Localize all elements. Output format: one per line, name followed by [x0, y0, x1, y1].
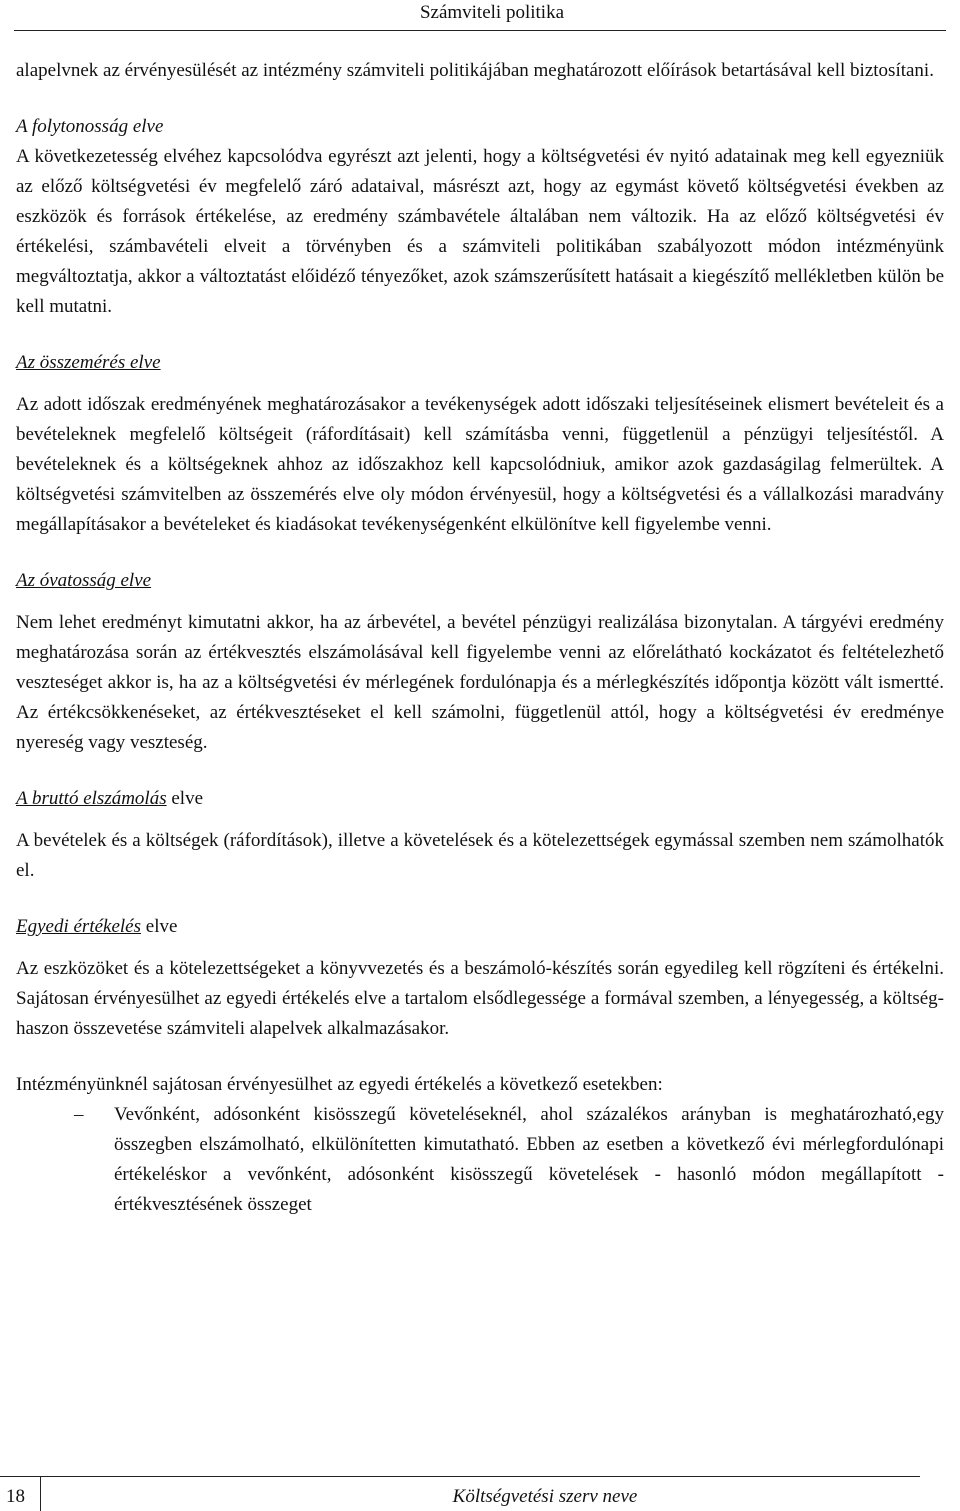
section-heading-brutto-rest: elve: [166, 788, 204, 809]
page-header-title: Számviteli politika: [419, 2, 564, 23]
list-item: [16, 1100, 944, 1220]
section-paragraph-egyedi: Az eszközöket és a kötelezettségeket a könyvvezetés és a beszámoló-készítés során egyedileg kell rögzíteni és értékelni. Sajátosan érvényesülhet az egyedi értékelés elve a tartalom elsődlegessége a formával szemben, a lényegesség, a költség-haszon összevetése számviteli alapelvek alkalmazásakor.: [16, 958, 944, 1039]
footer-title: Költségvetési szerv neve: [452, 1486, 638, 1507]
intro-paragraph: alapelvnek az érvényesülését az intézmény számviteli politikájában meghatározott előírások betartásával kell biztosítani.: [16, 60, 934, 81]
header-divider: [14, 30, 946, 31]
section-heading-egyedi: [16, 912, 944, 942]
section-paragraph-ovatossag: Nem lehet eredményt kimutatni akkor, ha az árbevétel, a bevétel pénzügyi realizálása bizonytalan. A tárgyévi eredmény meghatározása során az értékvesztés elszámolásával kell figyelembe venni az előrelátható kockázatot és feltételezhető veszteséget akkor is, ha az a költségvetési év mérlegének fordulónapja és a mérlegkészítés időpontja között vált ismertté. Az értékcsökkenéseket, az értékvesztéseket el kell számolni, függetlenül attól, hogy a költségvetési év eredménye nyereség vagy veszteség.: [16, 612, 944, 753]
page-number: 18: [6, 1486, 25, 1507]
section-heading-folytonossag: A folytonosság elve: [16, 116, 164, 137]
section-heading-brutto-italic: A bruttó elszámolás: [16, 788, 167, 809]
section-heading-ovatossag: Az óvatosság elve: [16, 570, 152, 591]
footer-divider: [20, 1476, 920, 1477]
section-paragraph-osszemeres: Az adott időszak eredményének meghatározásakor a tevékenységek adott időszaki teljesítéseinek elismert bevételeit és a bevételeknek megfelelő költségeit (ráfordításait) kell számításba venni, függetlenül a pénzügyi teljesítéstől. A bevételeknek és a költségeknek ahhoz az időszakhoz kell kapcsolódniuk, amikor azok gazdaságilag felmerültek. A költségvetési számvitelben az összemérés elve oly módon érvényesül, hogy a költségvetési és a vállalkozási maradvány megállapításakor a bevételeket és kiadásokat tevékenységenként elkülönítve kell figyelembe venni.: [16, 394, 944, 535]
section-paragraph-folytonossag: A következetesség elvéhez kapcsolódva egyrészt azt jelenti, hogy a költségvetési év nyitó adatainak meg kell egyezniük az előző költségvetési év megfelelő záró adataival, másrészt azt, hogy az egymást követő költségvetési években az eszközök és források értékelése, az eredmény számbavétele általában nem változik. Ha az előző költségvetési év értékelési, számbavételi elveit a törvényben és a számviteli politikában szabályozott módon intézményünk megváltoztatja, akkor a változtatást előidéző tényezőket, azok számszerűsített hatásait a kiegészítő mellékletben külön be kell mutatni.: [16, 146, 944, 317]
section-heading-egyedi-rest: elve: [141, 916, 178, 937]
dash-bullet: –: [74, 1104, 84, 1125]
closing-lead: Intézményünknél sajátosan érvényesülhet az egyedi értékelés a következő esetekben:: [16, 1074, 663, 1095]
section-paragraph-brutto: A bevételek és a költségek (ráfordítások), illetve a követelések és a kötelezettségek egymással szemben nem számolhatók el.: [16, 830, 944, 881]
section-heading-osszemeres: Az összemérés elve: [16, 352, 161, 373]
document-body: [16, 56, 944, 1220]
list-item-text: Vevőnként, adósonként kisösszegű követeléseknél, ahol százalékos arányban is meghatározható,egy összegben elszámolható, elkülönítetten kimutatható. Ebben az esetben a következő évi mérlegfordulónapi értékeléskor a vevőnként, adósonként kisösszegű követelések - hasonló módon megállapított - értékvesztésének összeget: [114, 1104, 944, 1215]
section-heading-egyedi-italic: Egyedi értékelés: [16, 916, 142, 937]
section-heading-brutto: [16, 784, 944, 814]
closing-list: [16, 1100, 944, 1220]
